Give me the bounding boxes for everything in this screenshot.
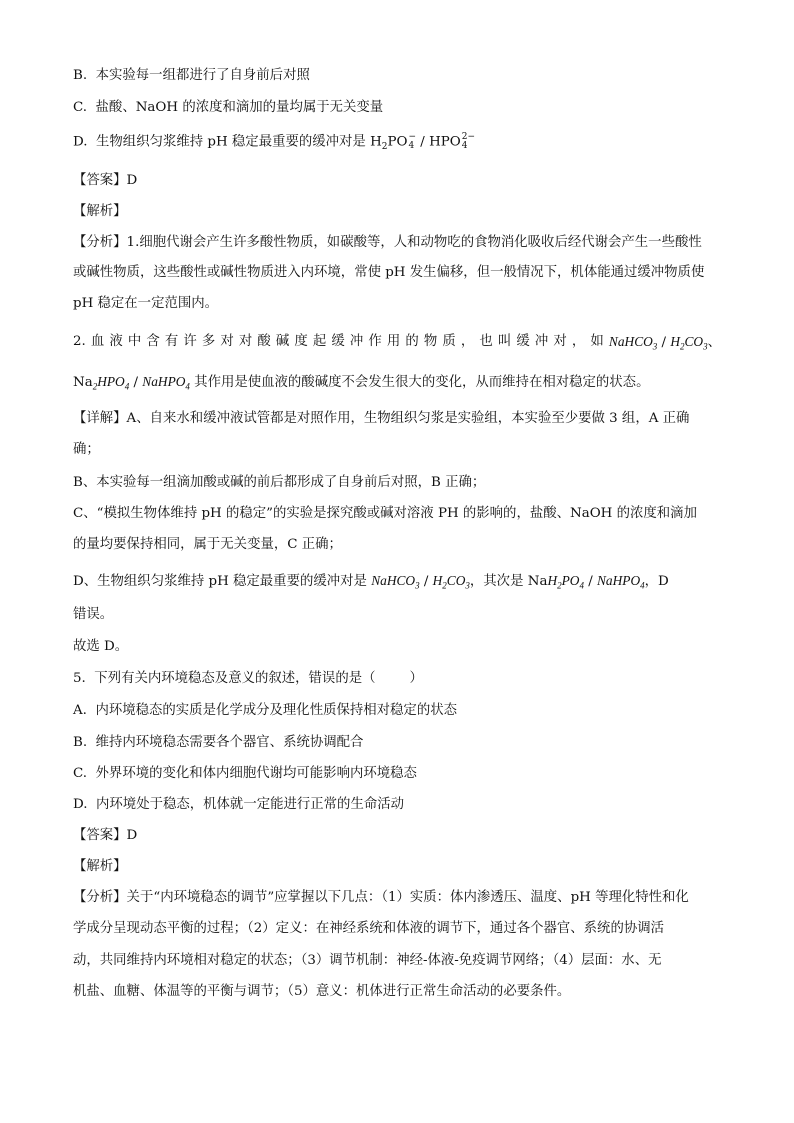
q5-analysis-line4: 机盐、血糖、体温等的平衡与调节；（5）意义：机体进行正常生命活动的必要条件。 [73,984,571,999]
q4-detail-c-line2: 的量均要保持相同，属于无关变量，C 正确； [73,537,342,552]
q5-stem: 5. 下列有关内环境稳态及意义的叙述，错误的是（ ） [73,671,423,686]
q4-choose: 故选 D。 [73,639,129,654]
q5-option-b: B. 维持内环境稳态需要各个器官、系统协调配合 [73,735,364,750]
q4-analysis-1-line1: 【分析】1.细胞代谢会产生许多酸性物质，如碳酸等，人和动物吃的食物消化吸收后经代谢会产生一些酸性 [73,235,702,250]
q4-detail-c-line1: C、“模拟生物体维持 pH 的稳定”的实验是探究酸或碱对溶液 PH 的影响的，盐酸、NaOH 的浓度和滴加 [73,506,697,521]
q4-detail-d-line1: D、生物组织匀浆维持 pH 稳定最重要的缓冲对是 NaHCO$_3$ / $H_2CO_3$，其次是 $NaH_2PO_4$ / NaHPO$_4$，D [73,573,669,591]
q5-analysis-line3: 动，共同维持内环境相对稳定的状态；（3）调节机制：神经-体液-免疫调节网络；（4）层面：水、无 [73,953,662,968]
q5-analysis-line2: 学成分呈现动态平衡的过程；（2）定义：在神经系统和体液的调节下，通过各个器官、系统的协调活 [73,921,665,936]
q5-answer: 【答案】D [73,828,138,843]
q4-detail-a-line1: 【详解】A、自来水和缓冲液试管都是对照作用，生物组织匀浆是实验组，本实验至少要做 3 组，A 正确 [73,411,690,426]
q4-answer: 【答案】D [73,173,138,188]
q4-analysis-2-line2: $Na_2HPO_4$ / NaHPO$_4$ 其作用是使血液的酸碱度不会发生很大的变化，从而维持在相对稳定的状态。 [73,374,650,392]
q4-analysis-1-line3: pH 稳定在一定范围内。 [73,296,219,311]
q4-detail-b: B、本实验每一组滴加酸或碱的前后都形成了自身前后对照，B 正确； [73,475,486,490]
q5-option-d: D. 内环境处于稳态，机体就一定能进行正常的生命活动 [73,797,405,812]
q4-option-c: C. 盐酸、NaOH 的浓度和滴加的量均属于无关变量 [73,100,384,115]
q5-analysis-line1: 【分析】关于“内环境稳态的调节”应掌握以下几点：（1）实质：体内渗透压、温度、pH 等理化特性和化 [73,890,689,905]
q4-detail-d-line2: 错误。 [73,607,114,622]
q4-option-d: D. 生物组织匀浆维持 pH 稳定最重要的缓冲对是 $H_2PO$ − 4 / HPO 2− 4 [73,132,476,153]
q4-analysis-2-line1: 2. 血 液 中 含 有 许 多 对 对 酸 碱 度 起 缓 冲 作 用 的 物 质 ， 也 叫 缓 冲 对 ， 如 NaHCO$_3$ / $H_2CO_3$、 [73,334,721,352]
q5-option-a: A. 内环境稳态的实质是化学成分及理化性质保持相对稳定的状态 [73,703,457,718]
q5-option-c: C. 外界环境的变化和体内细胞代谢均可能影响内环境稳态 [73,766,417,781]
q4-detail-a-line2: 确； [73,442,100,457]
q4-option-b: B. 本实验每一组都进行了自身前后对照 [73,68,310,83]
q4-analysis-1-line2: 或碱性物质，这些酸性或碱性物质进入内环境，常使 pH 发生偏移，但一般情况下，机体能通过缓冲物质使 [73,265,705,280]
q4-analysis-heading: 【解析】 [73,204,127,219]
q5-analysis-heading: 【解析】 [73,859,127,874]
